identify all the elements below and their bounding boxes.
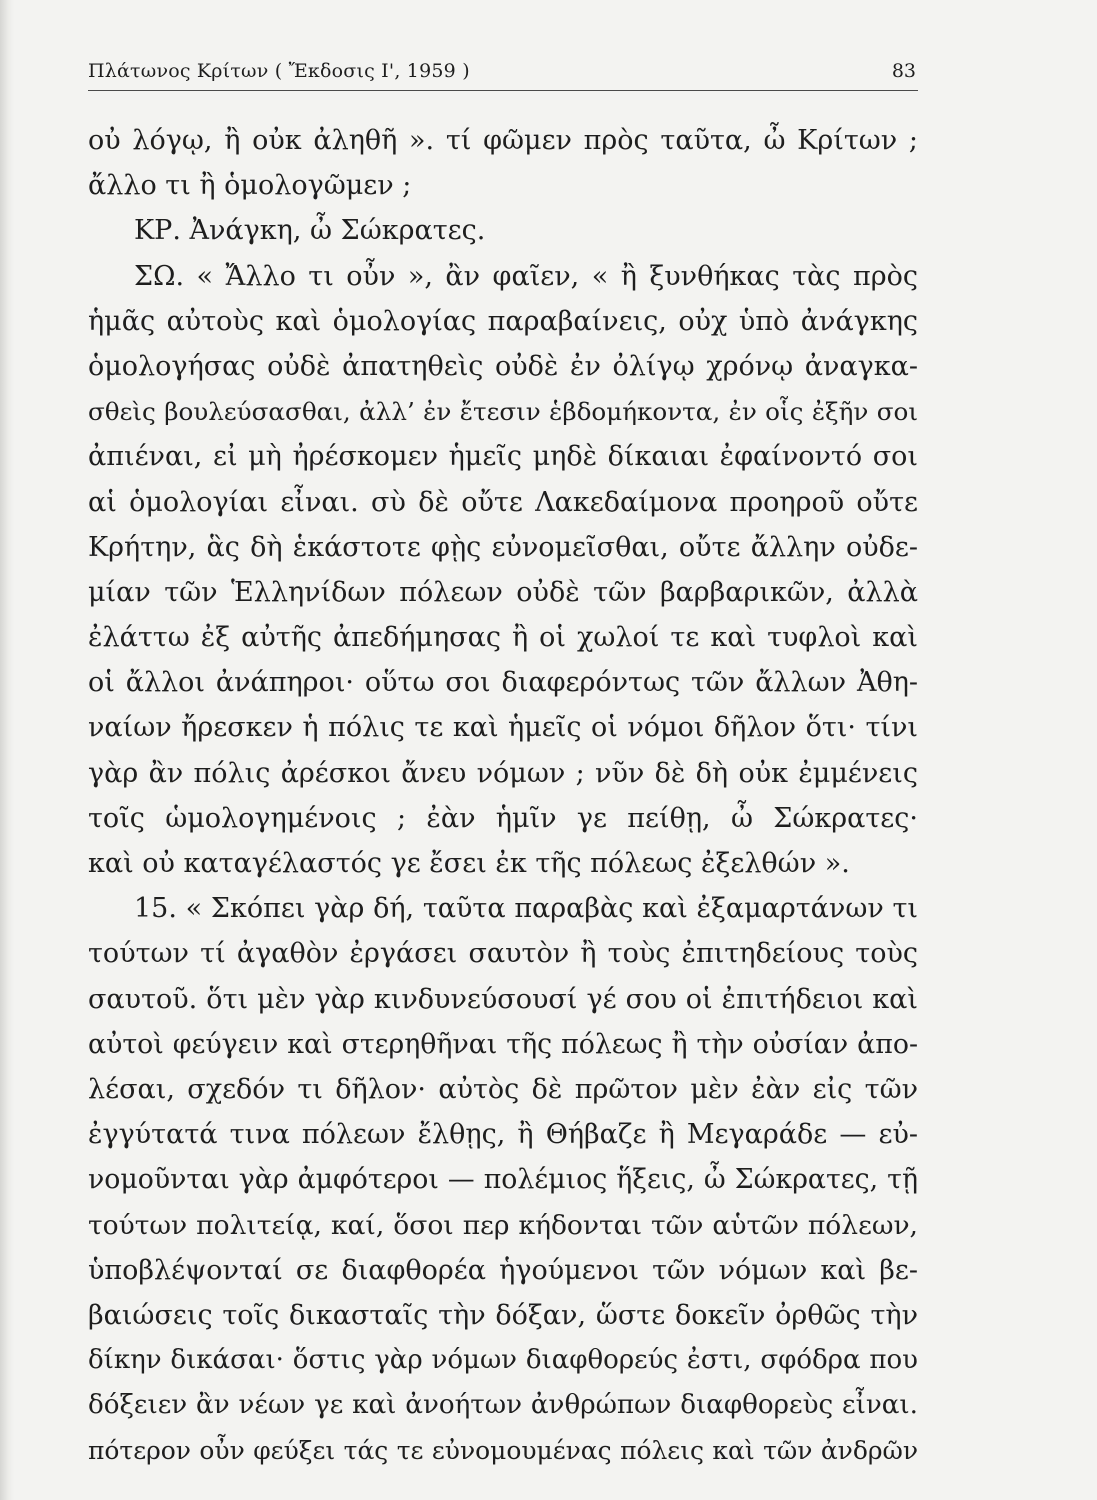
running-head: Πλάτωνος Κρίτων ( Ἔκδοσις Ι', 1959 ) [88, 60, 470, 82]
text-line: τούτων τί ἀγαθὸν ἐργάσει σαυτὸν ἢ τοὺς ἐπιτηδείους τοὺς [88, 938, 918, 970]
text-line: αὐτοὶ φεύγειν καὶ στερηθῆναι τῆς πόλεως ἢ τὴν οὐσίαν ἀπο- [88, 1028, 918, 1060]
text-line: σαυτοῦ. ὅτι μὲν γὰρ κινδυνεύσουσί γέ σου οἱ ἐπιτήδειοι καὶ [88, 983, 918, 1015]
text-line: αἱ ὁμολογίαι εἶναι. σὺ δὲ οὔτε Λακεδαίμονα προηροῦ οὔτε [88, 486, 918, 518]
text-line: ναίων ἤρεσκεν ἡ πόλις τε καὶ ἡμεῖς οἱ νόμοι δῆλον ὅτι· τίνι [88, 712, 918, 744]
text-line: πότερον οὖν φεύξει τάς τε εὐνομουμένας πόλεις καὶ τῶν ἀνδρῶν [88, 1436, 918, 1466]
text-line: μίαν τῶν Ἑλληνίδων πόλεων οὐδὲ τῶν βαρβαρικῶν, ἀλλὰ [88, 576, 918, 608]
text-line: δίκην δικάσαι· ὅστις γὰρ νόμων διαφθορεύς ἐστι, σφόδρα που [88, 1345, 918, 1376]
text-line: λέσαι, σχεδόν τι δῆλον· αὐτὸς δὲ πρῶτον μὲν ἐὰν εἰς τῶν [88, 1073, 918, 1105]
text-line: βαιώσεις τοῖς δικασταῖς τὴν δόξαν, ὥστε δοκεῖν ὀρθῶς τὴν [88, 1299, 918, 1331]
text-line: τοῖς ὡμολογημένοις ; ἐὰν ἡμῖν γε πείθῃ, ὦ Σώκρατες· [88, 802, 918, 834]
text-line: ἀπιέναι, εἰ μὴ ἠρέσκομεν ἡμεῖς μηδὲ δίκαιαι ἐφαίνοντό σοι [88, 441, 918, 473]
text-line: οἱ ἄλλοι ἀνάπηροι· οὕτω σοι διαφερόντως τῶν ἄλλων Ἀθη- [88, 667, 918, 699]
text-line: ἡμᾶς αὐτοὺς καὶ ὁμολογίας παραβαίνεις, οὐχ ὑπὸ ἀνάγκης [88, 305, 918, 337]
text-line: καὶ οὐ καταγέλαστός γε ἔσει ἐκ τῆς πόλεως ἐξελθών ». [88, 848, 850, 879]
text-line: ἄλλο τι ἢ ὁμολογῶμεν ; [88, 170, 412, 202]
text-line: 15. « Σκόπει γὰρ δή, ταῦτα παραβὰς καὶ ἐξαμαρτάνων τι [134, 893, 918, 925]
text-line: ὁμολογήσας οὐδὲ ἀπατηθεὶς οὐδὲ ἐν ὀλίγῳ χρόνῳ ἀναγκα- [88, 350, 918, 382]
text-line: τούτων πολιτείᾳ, καί, ὅσοι περ κήδονται τῶν αὑτῶν πόλεων, [88, 1209, 918, 1241]
text-line: ἐλάττω ἐξ αὐτῆς ἀπεδήμησας ἢ οἱ χωλοί τε καὶ τυφλοὶ καὶ [88, 622, 918, 654]
text-line: ἐγγύτατά τινα πόλεων ἔλθῃς, ἢ Θήβαζε ἢ Μεγαράδε — εὐ- [88, 1119, 918, 1151]
text-line: νομοῦνται γὰρ ἀμφότεροι — πολέμιος ἥξεις, ὦ Σώκρατες, τῇ [88, 1164, 918, 1196]
text-line: Κρήτην, ἃς δὴ ἑκάστοτε φῂς εὐνομεῖσθαι, οὔτε ἄλλην οὐδε- [88, 531, 918, 563]
page-header [88, 58, 918, 91]
text-line: σθεὶς βουλεύσασθαι, ἀλλ’ ἐν ἔτεσιν ἑβδομήκοντα, ἐν οἷς ἐξῆν σοι [88, 397, 918, 427]
text-line: δόξειεν ἂν νέων γε καὶ ἀνοήτων ἀνθρώπων διαφθορεὺς εἶναι. [88, 1390, 918, 1421]
page-binding-edge [0, 0, 14, 1500]
body-text [88, 118, 918, 1474]
text-line: ὑποβλέψονταί σε διαφθορέα ἡγούμενοι τῶν νόμων καὶ βε- [88, 1254, 918, 1286]
text-line: οὐ λόγῳ, ἢ οὐκ ἀληθῆ ». τί φῶμεν πρὸς ταῦτα, ὦ Κρίτων ; [88, 125, 918, 156]
text-line: γὰρ ἂν πόλις ἀρέσκοι ἄνευ νόμων ; νῦν δὲ δὴ οὐκ ἐμμένεις [88, 757, 918, 789]
text-line: ΣΩ. « Ἄλλο τι οὖν », ἂν φαῖεν, « ἢ ξυνθήκας τὰς πρὸς [134, 260, 918, 292]
page-number: 83 [891, 60, 916, 82]
text-line: ΚΡ. Ἀνάγκη, ὦ Σώκρατες. [134, 215, 486, 247]
